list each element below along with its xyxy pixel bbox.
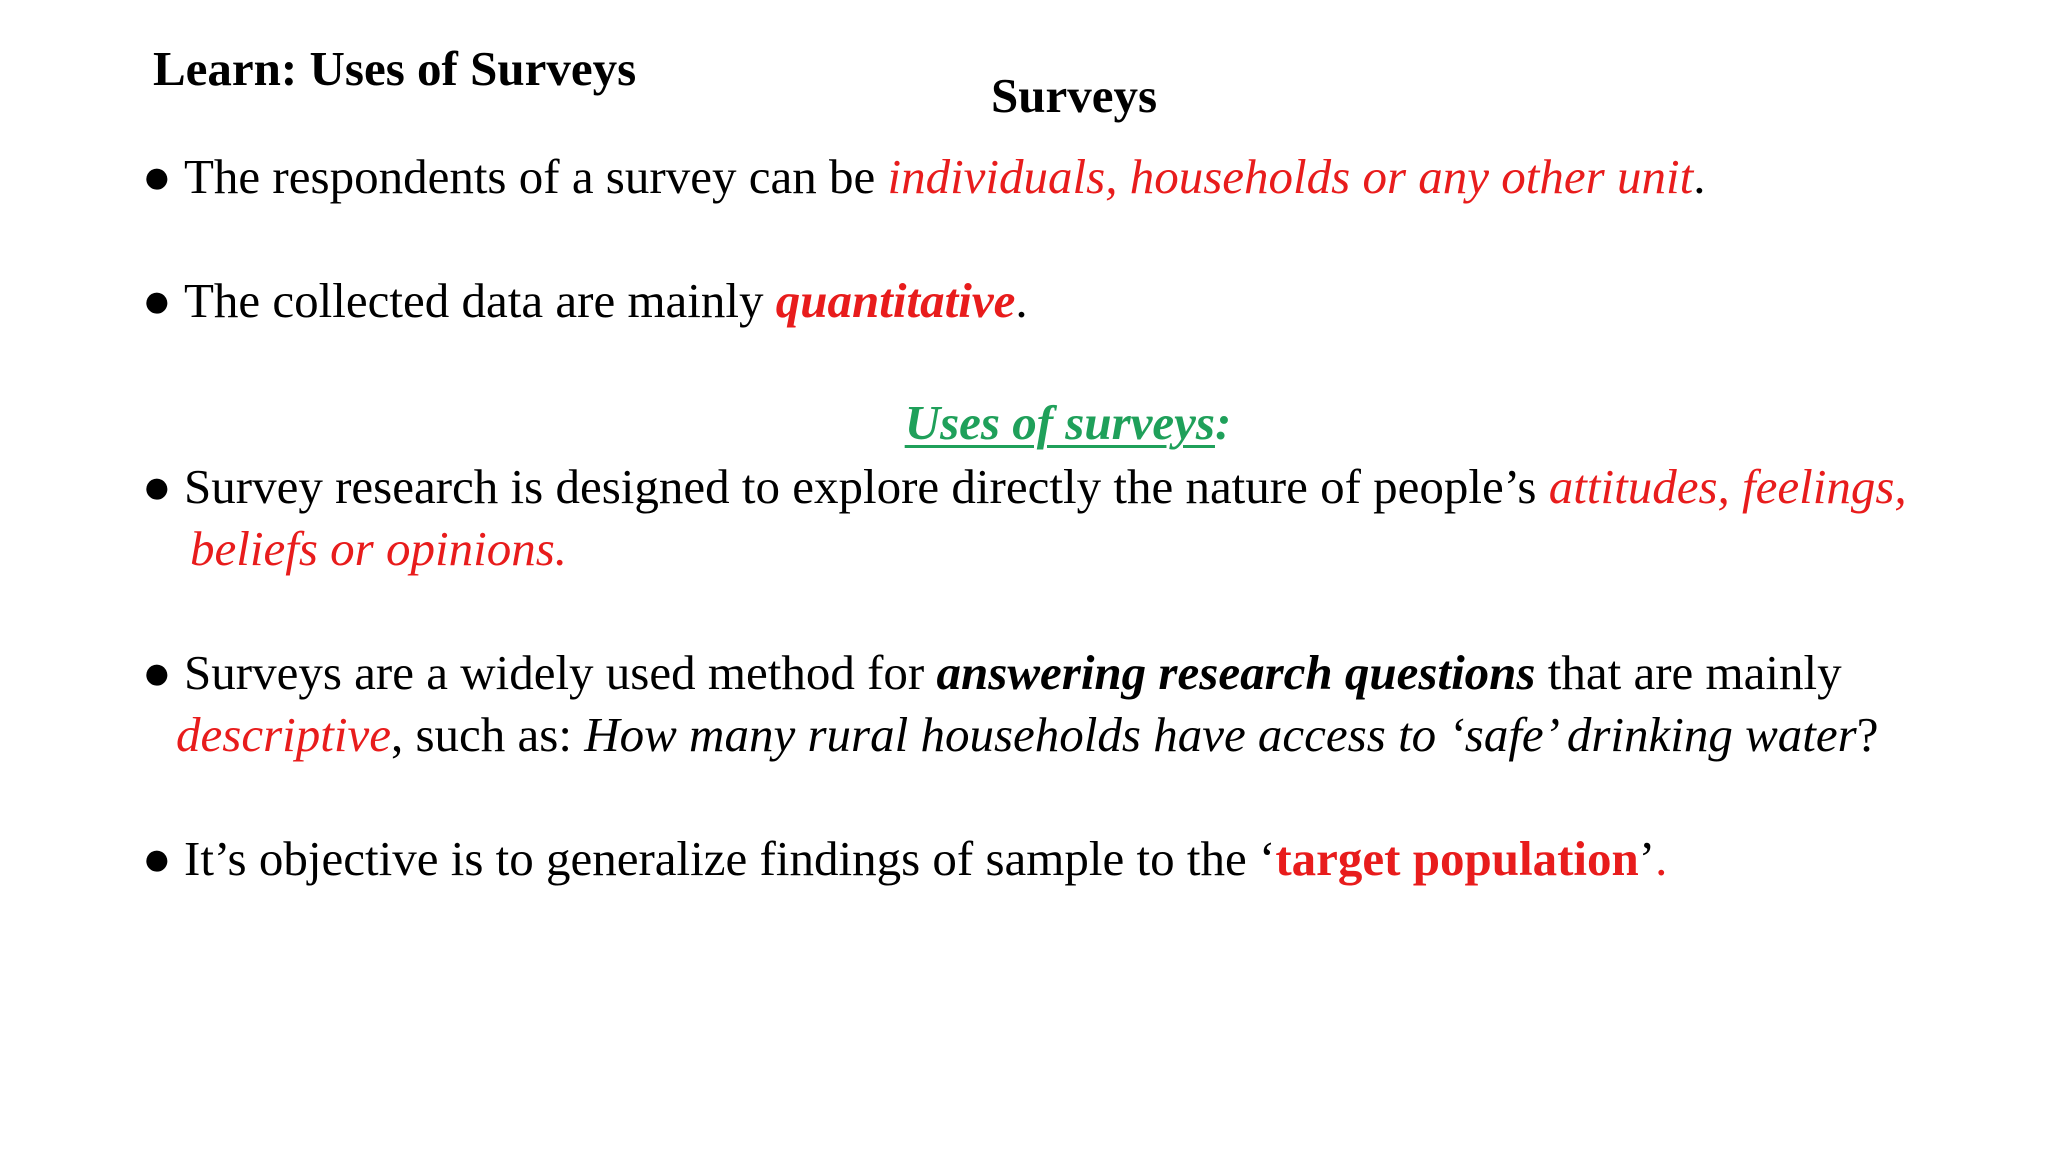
section-title-uses [0,394,2048,451]
bullet-text: Survey research is designed to explore directly the nature of people’s [184,459,1549,514]
section-title-colon: : [1214,395,1232,450]
example-question: How many rural households have access to ‘safe’ drinking water [584,707,1857,762]
bullet-questions-continuation [176,706,1878,763]
descriptive-term: descriptive [176,707,391,762]
bullet-icon: ● [142,831,172,886]
bullet-emphasis: attitudes, feelings, [1548,459,1907,514]
bullet-attitudes-continuation: beliefs or opinions. [190,521,568,576]
slide-title: Surveys [990,68,1158,123]
bullet-data [142,272,1028,329]
bullet-icon: ● [142,459,172,514]
bullet-text: The collected data are mainly [184,273,776,328]
bullet-end: . [1655,831,1668,886]
bullet-objective [142,830,1667,887]
bullet-respondents [142,148,1705,205]
bullet-icon: ● [142,149,172,204]
bullet-icon: ● [142,645,172,700]
bullet-emphasis: quantitative [775,273,1016,328]
bullet-icon: ● [142,273,172,328]
bullet-tail: that are mainly [1535,645,1842,700]
question-mark: ? [1856,707,1879,762]
closing-quote: ’ [1638,831,1656,886]
bullet-emphasis: individuals, households or any other unit [887,149,1694,204]
bullet-questions [142,644,1842,701]
bullet-emphasis: answering research questions [936,645,1536,700]
bullet-text: The respondents of a survey can be [184,149,888,204]
bullet-end: . [1015,273,1028,328]
slide-heading: Learn: Uses of Surveys [153,41,637,96]
bullet-text: It’s objective is to generalize findings of sample to the ‘ [184,831,1276,886]
section-title-text: Uses of surveys [904,395,1215,450]
bullet-attitudes [142,458,1907,515]
bullet-end: . [1693,149,1706,204]
bullet-text: Surveys are a widely used method for [184,645,937,700]
bullet-emphasis: target population [1275,831,1639,886]
such-as-text: , such as: [390,707,585,762]
